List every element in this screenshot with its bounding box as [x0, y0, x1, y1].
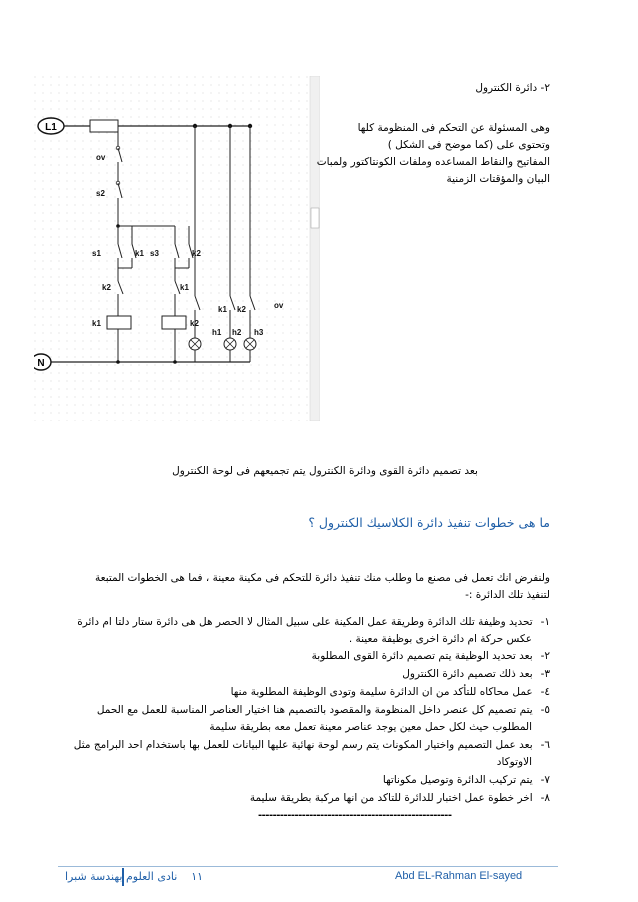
control-circuit-diagram [34, 76, 320, 421]
step-text: بعد تحديد الوظيفة يتم تصميم دائرة القوى المطلوبة [311, 650, 533, 662]
step-item [70, 790, 550, 806]
footer-divider [58, 866, 558, 867]
step-continuation: الاوتوكاد [496, 756, 532, 768]
step-item [70, 772, 550, 788]
dashed-separator: ----------------------------------------------------- [258, 810, 452, 821]
step-number: ٥- [540, 704, 550, 716]
footer-club [65, 870, 203, 883]
step-continuation: عكس حركة ام دائرة اخرى بوظيفة معينة . [348, 633, 532, 645]
step-number: ٦- [540, 739, 550, 751]
step-continuation: المطلوب حيث لكل حمل معين يوجد عناصر معينة تعمل معه بطريقة سليمة [209, 721, 532, 733]
label-s3: s3 [150, 249, 159, 258]
step-text: تحديد وظيفة تلك الدائرة وطريقة عمل المكينة على سبيل المثال لا الحصر هل هى دائرة ستار دلتا ام دائرة [77, 616, 533, 628]
step-text: يتم تصميم كل عنصر داخل المنظومة والمقصود بالتصميم هنا اختيار العناصر المناسبة للعمل مع الحمل [96, 704, 533, 716]
intro-line: المفاتيح والنقاط المساعده وملفات الكونتاكتور ولمبات [316, 156, 550, 168]
step-number: ٨- [540, 792, 550, 804]
label-h1: h1 [212, 328, 222, 337]
label-l1: L1 [45, 122, 57, 133]
paragraph-line: لتنفيذ تلك الدائرة :- [465, 589, 550, 601]
label-k2-c: k2 [237, 305, 246, 314]
step-text: يتم تركيب الدائرة وتوصيل مكوناتها [382, 774, 533, 786]
step-item [70, 614, 550, 630]
label-k1-a: k1 [135, 249, 144, 258]
footer-author: Abd EL-Rahman El-sayed [395, 870, 523, 882]
diagram-caption: بعد تصميم دائرة القوى ودائرة الكنترول يتم تجميعهم فى لوحة الكنترول [172, 465, 478, 477]
step-number: ٢- [540, 650, 550, 662]
label-k2-a: k2 [192, 249, 201, 258]
label-k1-c: k1 [218, 305, 227, 314]
step-text: اخر خطوة عمل اختبار للدائرة للتاكد من انها مركبة بطريقة سليمة [249, 792, 533, 804]
paragraph-line: ولنفرض انك تعمل فى مصنع ما وطلب منك تنفيذ دائرة للتحكم فى مكينة معينة ، فما هى الخطوات المتبعة [95, 572, 550, 584]
club-name: نادى العلوم بهندسة شبرا [65, 870, 178, 883]
label-s2: s2 [96, 189, 105, 198]
intro-line: وتحتوى على (كما موضح فى الشكل ) [387, 139, 550, 151]
step-item [70, 737, 550, 753]
label-s1: s1 [92, 249, 101, 258]
step-text: بعد عمل التصميم واختيار المكونات يتم رسم لوحة نهائية عليها البيانات للعمل بها باستخدام احد البرامج مثل [73, 739, 533, 751]
label-h3: h3 [254, 328, 264, 337]
label-h2: h2 [232, 328, 242, 337]
label-ov: ov [96, 153, 106, 162]
step-number: ٣- [540, 668, 550, 680]
step-item [70, 666, 550, 682]
step-number: ٧- [540, 774, 550, 786]
n-terminal [34, 354, 51, 370]
label-k2-coil: k2 [190, 319, 199, 328]
intro-line: وهى المسئولة عن التحكم فى المنظومة كلها [357, 122, 550, 134]
label-ov-c: ov [274, 301, 284, 310]
page-number: ١١ [191, 870, 204, 883]
label-n: N [37, 358, 45, 369]
step-number: ٤- [540, 686, 550, 698]
label-k1-coil: k1 [92, 319, 101, 328]
label-k1-b: k1 [180, 283, 189, 292]
step-item [70, 684, 550, 700]
intro-line: البيان والمؤقتات الزمنية [446, 173, 550, 185]
step-item [70, 648, 550, 664]
grid-background [34, 76, 320, 421]
step-text: بعد ذلك تصميم دائرة الكنترول [402, 668, 533, 680]
question-heading: ما هى خطوات تنفيذ دائرة الكلاسيك الكنترول ؟ [308, 515, 550, 530]
scroll-thumb[interactable] [311, 208, 319, 228]
step-text: عمل محاكاه للتأكد من ان الدائرة سليمة وتودى الوظيفة المطلوبة منها [230, 686, 533, 698]
l1-terminal [38, 118, 64, 134]
label-k2-b: k2 [102, 283, 111, 292]
step-number: ١- [540, 616, 550, 628]
section-title: ٢- دائرة الكنترول [475, 82, 550, 94]
step-item [70, 702, 550, 718]
